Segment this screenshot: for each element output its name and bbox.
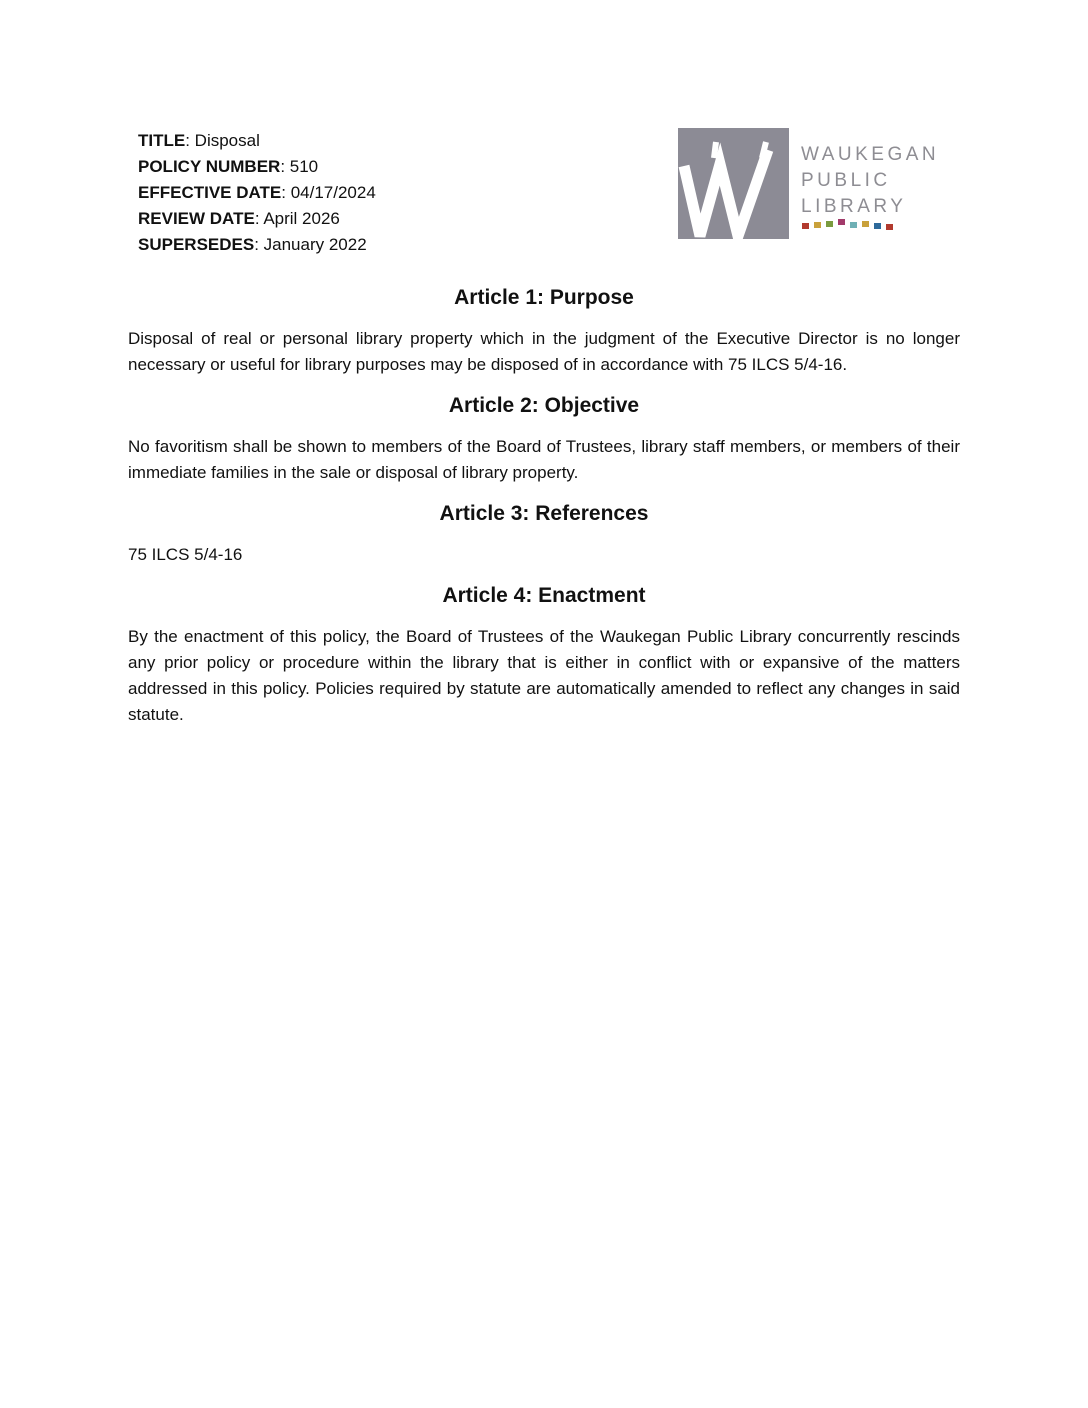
article-enactment: [128, 582, 960, 728]
logo-square: [886, 224, 893, 230]
logo-line-public: PUBLIC: [801, 170, 891, 191]
effective-date-label: EFFECTIVE DATE: [138, 183, 282, 202]
logo-square: [862, 221, 869, 227]
logo-square: [814, 222, 821, 228]
logo-square: [826, 221, 833, 227]
logo-wordmark: [801, 142, 939, 220]
effective-date-value: : 04/17/2024: [281, 183, 376, 202]
logo-square: [838, 219, 845, 225]
logo-square: [802, 223, 809, 229]
logo-w-icon: [678, 128, 789, 239]
waukegan-library-logo: [678, 128, 958, 240]
title-label: TITLE: [138, 131, 186, 150]
article-heading: Article 3: References: [439, 502, 649, 525]
article-text: No favoritism shall be shown to members of the Board of Trustees, library staff members, or members of their immediate families in the sale or disposal of library property.: [128, 437, 960, 482]
title-row: [138, 128, 376, 154]
article-text: 75 ILCS 5/4-16: [128, 545, 243, 564]
title-value: : Disposal: [185, 131, 260, 150]
logo-line-library: LIBRARY: [801, 196, 907, 217]
article-heading: Article 4: Enactment: [442, 584, 646, 607]
logo-line-waukegan: WAUKEGAN: [801, 144, 940, 165]
policy-number-label: POLICY NUMBER: [138, 157, 281, 176]
policy-number-row: [138, 154, 376, 180]
logo-square: [874, 223, 881, 229]
article-heading: Article 2: Objective: [448, 394, 640, 417]
policy-number-value: : 510: [280, 157, 319, 176]
article-heading: Article 1: Purpose: [454, 286, 634, 309]
logo-square: [850, 222, 857, 228]
supersedes-label: SUPERSEDES: [138, 235, 255, 254]
supersedes-value: : January 2022: [254, 235, 367, 254]
logo-w-mark: [678, 128, 789, 239]
article-text: By the enactment of this policy, the Board of Trustees of the Waukegan Public Library concurrently rescinds any prior policy or procedure within the library that is either in conflict with or expansive of the matters addressed in this policy. Policies required by statute are automatically amended to reflect any changes in said statute.: [128, 627, 960, 724]
review-date-value: : April 2026: [254, 209, 340, 228]
effective-date-row: [138, 180, 376, 206]
article-purpose: [128, 284, 960, 392]
review-date-label: REVIEW DATE: [138, 209, 255, 228]
article-objective: [128, 392, 960, 500]
policy-metadata: [138, 128, 376, 258]
supersedes-row: [138, 232, 376, 258]
policy-body: [128, 284, 960, 728]
review-date-row: [138, 206, 376, 232]
article-text: Disposal of real or personal library property which in the judgment of the Executive Director is no longer necessary or useful for library purposes may be disposed of in accordance with 75 ILCS 5/4-16.: [128, 329, 960, 374]
article-references: [128, 500, 960, 582]
